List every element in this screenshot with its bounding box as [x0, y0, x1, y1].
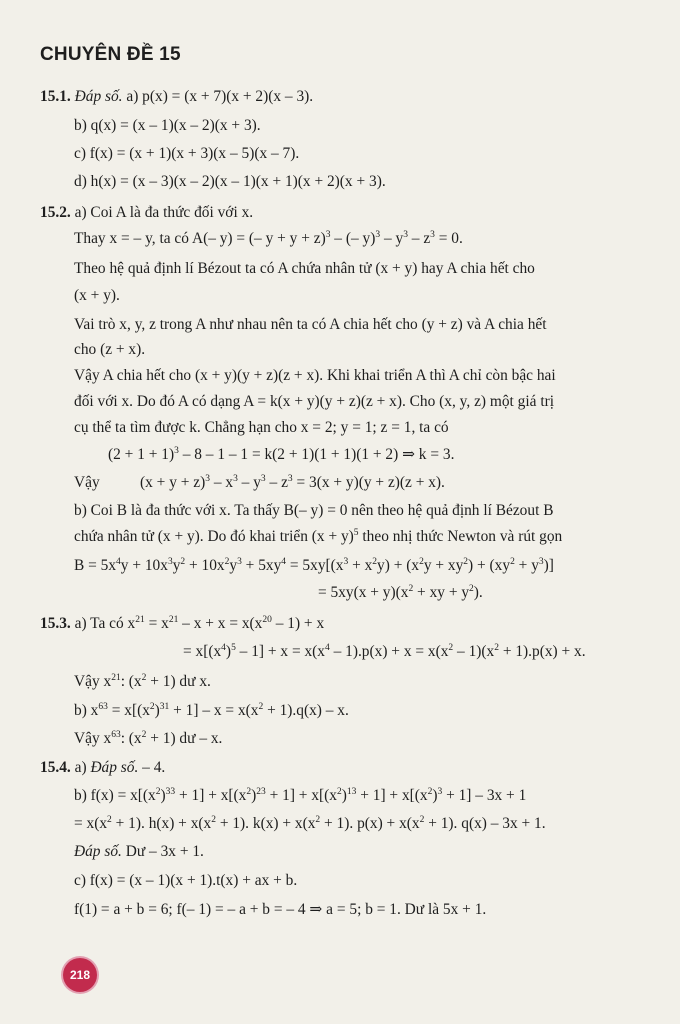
- problem-15-2-line-15: = $5xy(x + y)(x^2$ + xy + $y^2$).: [318, 584, 483, 601]
- problem-15-2-line-1: 15.2. a) Coi A là đa thức đối với x.: [40, 204, 254, 221]
- problem-15-2-line-10: $(2 + 1 + 1)^3 - 8 - 1 - 1 = k(2 + 1)(1 + 1)(1 + 2)$ ⇒ k = 3.: [108, 446, 455, 463]
- problem-15-4-line-4: Đáp số. Dư – 3x + 1.: [74, 843, 204, 860]
- problem-15-2-line-7: Vậy A chia hết cho (x + y)(y + z)(z + x). Khi khai triển A thì A chỉ còn bậc hai: [74, 367, 556, 384]
- problem-15-4-line-2: b) $f(x) = x[(x^2)^{33} + 1] + x[(x^2)^{23} + 1] + x[(x^2)^{13} + 1] + x[(x^2)^3 + 1] - 3x + 1$: [74, 787, 527, 804]
- problem-15-2-line-3: Theo hệ quả định lí Bézout ta có A chứa nhân tử (x + y) hay A chia hết cho: [74, 260, 535, 277]
- problem-15-2-line-6: cho (z + x).: [74, 341, 146, 358]
- chapter-title: CHUYÊN ĐỀ 15: [40, 44, 181, 65]
- problem-15-2-line-5: Vai trò x, y, z trong A như nhau nên ta có A chia hết cho (y + z) và A chia hết: [74, 316, 547, 333]
- problem-15-2-line-8: đối với x. Do đó A có dạng A = k(x + y)(y + z)(z + x). Cho (x, y, z) một giá trị: [74, 393, 554, 410]
- problem-15-4-line-1: 15.4. a) Đáp số. – 4.: [40, 759, 166, 776]
- problem-15-4-line-5: c) f(x) = (x – 1)(x + 1).t(x) + ax + b.: [74, 872, 298, 889]
- problem-15-2-line-2: Thay x = – y, ta có A(– y) = (– y + y + z)$^3$ – (– $y)^3 - y^3 - z^3 = 0$.: [74, 230, 463, 247]
- page-number-badge: [63, 958, 97, 992]
- problem-15-4-line-6: f(1) = a + b = 6; f(– 1) = – a + b = – 4 ⇒ a = 5; b = 1. Dư là 5x + 1.: [74, 901, 487, 918]
- problem-15-3-line-3: Vậy $x^{21}$: $(x^2 + 1)$ dư x.: [74, 673, 211, 690]
- problem-15-2-line-12: b) Coi B là đa thức với x. Ta thấy B(– y) = 0 nên theo hệ quả định lí Bézout B: [74, 502, 554, 519]
- problem-15-1-line-b: b) q(x) = (x – 1)(x – 2)(x + 3).: [74, 117, 261, 134]
- problem-15-2-line-9: cụ thể ta tìm được k. Chẳng hạn cho x = 2; y = 1; z = 1, ta có: [74, 419, 449, 436]
- problem-15-4-line-3: = $x(x^2 + 1)$. $h(x) + x(x^2 + 1)$. $k(x) + x(x^2 + 1)$. $p(x) + x(x^2 + 1)$. q(x) – 3x + 1.: [74, 815, 546, 832]
- problem-15-1-line-a: 15.1. Đáp số. a) p(x) = (x + 7)(x + 2)(x – 3).: [40, 88, 314, 105]
- problem-15-3-line-2: = $x[(x^4)^5 - 1] + x = x(x^4 - 1).p(x) + x = x(x^2 - 1)(x^2 + 1).p(x) + x$.: [183, 643, 586, 660]
- problem-15-3-line-1: 15.3. a) Ta có $x^{21} = x^{21} - x + x = x(x^{20} - 1) + x$: [40, 615, 325, 632]
- problem-15-2-line-11-formula: $(x + y + z)^3 - x^3 - y^3 - z^3 = 3(x + y)(y + z)(z + x)$.: [140, 474, 445, 491]
- problem-15-2-line-13: chứa nhân tử (x + y). Do đó khai triển $(x + y)^5$ theo nhị thức Newton và rút gọn: [74, 528, 563, 545]
- page-number: 218: [69, 968, 91, 982]
- problem-15-2-line-4: (x + y).: [74, 287, 120, 304]
- problem-15-3-line-4: b) $x^{63} = x[(x^2)^{31} + 1] - x = x(x^2 + 1).q(x) - x$.: [74, 702, 349, 719]
- problem-15-1-line-c: c) f(x) = (x + 1)(x + 3)(x – 5)(x – 7).: [74, 145, 300, 162]
- problem-15-2-line-14: $B = 5x^4y + 10x^3y^2 + 10x^2y^3 + 5xy^4 = 5xy[(x^3 + x^2y) + (x^2y + xy^2) + (xy^2 + y^3)]$: [74, 557, 554, 574]
- problem-15-2-line-11: Vậy: [74, 474, 100, 491]
- bleed-through-text: [470, 30, 680, 910]
- problem-15-1-line-d: d) h(x) = (x – 3)(x – 2)(x – 1)(x + 1)(x + 2)(x + 3).: [74, 173, 386, 190]
- problem-15-3-line-5: Vậy $x^{63}$: $(x^2 + 1)$ dư – x.: [74, 730, 223, 747]
